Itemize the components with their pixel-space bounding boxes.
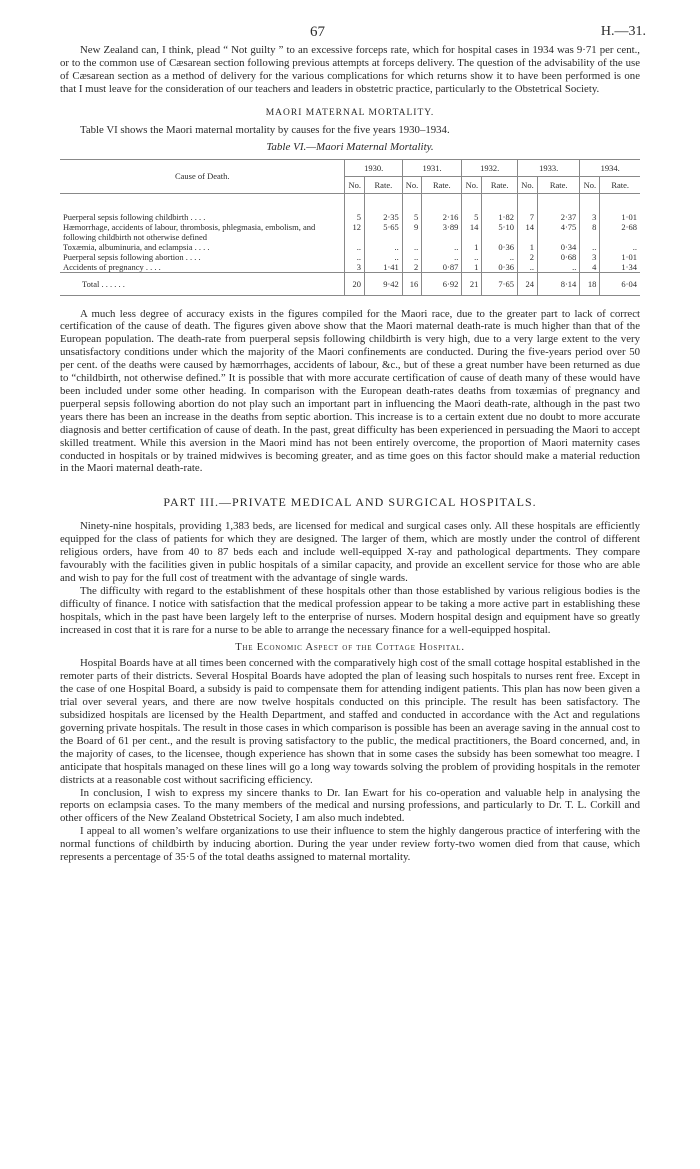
count-cell: 2 (402, 262, 421, 273)
rate-cell: 5·10 (482, 222, 518, 242)
count-cell: .. (580, 242, 600, 252)
finance-paragraph: The difficulty with regard to the establishment of these hospitals other than those established by various religious bodies is the difficulty of finance. I notice with satisfaction that the medical profession appear to be taking a more active part in establishing these hospitals, which in the past have been largely left to the enterprise of nurses. Modern hospital design and equipment have so greatly increased in cost that it is rare for a nurse to be able to arrange the necessary finance for a well-equipped hospital. (60, 584, 640, 636)
rate-cell: .. (364, 242, 402, 252)
total-row (60, 272, 640, 295)
table-row (60, 193, 640, 222)
count-cell: .. (345, 252, 364, 262)
count-cell: 5 (345, 193, 364, 222)
count-cell: 12 (345, 222, 364, 242)
document-reference: H.—31. (600, 24, 646, 39)
document-page (60, 0, 646, 864)
total-count-cell: 16 (402, 272, 421, 295)
count-cell: 3 (580, 193, 600, 222)
maori-mortality-table (60, 159, 640, 296)
cottage-hospital-subheading: The Economic Aspect of the Cottage Hospital. (235, 642, 465, 654)
year-header: 1933. (517, 159, 579, 176)
total-rate-cell: 8·14 (538, 272, 580, 295)
total-count-cell: 18 (580, 272, 600, 295)
rate-cell: .. (482, 252, 518, 262)
count-cell: 4 (580, 262, 600, 273)
cause-column-header: Cause of Death. (60, 159, 345, 193)
count-cell: 14 (462, 222, 482, 242)
maori-table-intro: Table VI shows the Maori maternal mortality by causes for the five years 1930–1934. (80, 123, 450, 136)
rate-cell: 0·36 (482, 242, 518, 252)
year-header: 1934. (580, 159, 640, 176)
count-cell: 2 (517, 252, 537, 262)
rate-cell: 0·34 (538, 242, 580, 252)
cause-cell: Accidents of pregnancy . . . . (63, 261, 161, 272)
table-row (60, 222, 640, 242)
maori-discussion-paragraph: A much less degree of accuracy exists in the figures compiled for the Maori race, due to the greater part to lack of correct certification of the cause of death. The figures given above show that the Maori maternal death-rate is much higher than that of the European population. The death-rate from puerperal sepsis following childbirth is very high, due to a very large extent to the very unsatisfactory conditions under which the majority of the Maori confinements are conducted. During the five-years period over 50 per cent. of the deaths were caused by hæmorrhages, accidents of labour, &c., but of these a great number have been returned as due to “childbirth, not otherwise defined.” It is possible that with more accurate certification of cause of death many of these would have been included under some other heading. In comparison with the European death-rates deaths from toxæmias of pregnancy and puerperal sepsis following abortion do not play such an important part in influencing the Maori death-rate, although in the past two years there has been an increase in the deaths from septic abortion. This increase is to a certain extent due no doubt to more accurate diagnosis and better certification of cause of death. In the past, great difficulty has been experienced in persuading the Maori to accept skilled treatment. While this aversion in the Maori mind has not been entirely overcome, the proportion of Maori maternity cases conducted in hospitals or by trained midwives is becoming greater, and as time goes on this factor should make a material reduction in the Maori maternal death-rate. (60, 307, 640, 475)
count-cell: 1 (462, 242, 482, 252)
table-row (60, 242, 640, 252)
rate-cell: 2·35 (364, 193, 402, 222)
total-rate-cell: 7·65 (482, 272, 518, 295)
rate-subheader: Rate. (364, 176, 402, 193)
rate-cell: 1·41 (364, 262, 402, 273)
appeal-paragraph: I appeal to all women’s welfare organizations to use their influence to stem the highly dangerous practice of interfering with the normal functions of childbirth by inducing abortion. During the year under review forty-two women died from that cause, which represents a percentage of 35·5 of the total deaths assigned to maternal mortality. (60, 825, 640, 864)
rate-cell: 1·34 (600, 262, 640, 273)
no-subheader: No. (580, 176, 600, 193)
count-cell: 3 (580, 252, 600, 262)
year-header: 1931. (402, 159, 462, 176)
cause-cell: Puerperal sepsis following abortion . . . . (63, 251, 201, 262)
page-number: 67 (310, 24, 325, 40)
rate-subheader: Rate. (538, 176, 580, 193)
count-cell: .. (402, 252, 421, 262)
no-subheader: No. (345, 176, 364, 193)
rate-cell: .. (422, 242, 462, 252)
rate-cell: 1·01 (600, 252, 640, 262)
rate-cell: 2·37 (538, 193, 580, 222)
count-cell: 1 (517, 242, 537, 252)
count-cell: 5 (462, 193, 482, 222)
total-count-cell: 21 (462, 272, 482, 295)
rate-cell: .. (364, 252, 402, 262)
year-header: 1930. (345, 159, 402, 176)
cottage-hospital-paragraph: Hospital Boards have at all times been concerned with the comparatively high cost of the small cottage hospital established in the remoter parts of their districts. Several Hospital Boards have adopted the plan of leasing such hospitals to nurses rent free. Except in the case of one Hospital Board, a subsidy is paid to compensate them for attending indigent patients. This plan has now been given a trial over several years, and there are now twelve hospitals conducted on this principle. The result has been satisfactory. The subsidized hospitals are licensed by the Health Department, and staffed and conducted in accordance with the Act and regulations governing private hospitals. The result in those cases in which comparison is possible has been an average saving in the annual cost to the Board of 61 per cent., and the result is proving satisfactory to the public, the medical practitioners, the Board concerned, and, in the majority of cases, to the licensee, though experience has shown that in some cases the subsidy has been somewhat too meagre. I anticipate that hospitals managed on these lines will go a long way towards solving the problem of providing hospitals in the remoter districts at a reasonable cost without sacrificing efficiency. (60, 657, 640, 786)
rate-cell: 5·65 (364, 222, 402, 242)
count-cell: .. (517, 262, 537, 273)
intro-paragraph: New Zealand can, I think, plead “ Not guilty ” to an excessive forceps rate, which for hospital cases in 1934 was 9·71 per cent., or to the common use of Cæsarean section following previous attempts at forceps delivery. The question of the advisability of the use of Cæsarean section as a method of delivery for the various complications for which returns show it to have been performed is one that I must leave for the consideration of our teachers and leaders in obstetric practice, particularly to the Obstetrical Society. (60, 44, 640, 95)
rate-cell: 2·68 (600, 222, 640, 242)
rate-cell: 3·89 (422, 222, 462, 242)
count-cell: 7 (517, 193, 537, 222)
table-row (60, 252, 640, 262)
total-rate-cell: 6·92 (422, 272, 462, 295)
count-cell: 5 (402, 193, 421, 222)
count-cell: 3 (345, 262, 364, 273)
total-count-cell: 20 (345, 272, 364, 295)
rate-cell: 4·75 (538, 222, 580, 242)
no-subheader: No. (462, 176, 482, 193)
rate-cell: .. (538, 262, 580, 273)
rate-cell: 0·68 (538, 252, 580, 262)
rate-cell: 0·36 (482, 262, 518, 273)
count-cell: .. (462, 252, 482, 262)
total-rate-cell: 6·04 (600, 272, 640, 295)
rate-cell: .. (600, 242, 640, 252)
no-subheader: No. (517, 176, 537, 193)
cause-cell: Puerperal sepsis following childbirth . . . . (63, 211, 206, 222)
private-hospitals-paragraph: Ninety-nine hospitals, providing 1,383 beds, are licensed for medical and surgical cases only. All these hospitals are efficiently equipped for the class of patients for which they are designed. The larger of them, which are mostly under the control of different religious orders, have from 40 to 87 beds each and include well-equipped X-ray and pathological departments. They compare favourably with the facilities given in public hospitals of a similar capacity, and provide an excellent service for those who are able and wish to pay for the full cost of treatment with the advantage of single wards. (60, 520, 640, 584)
rate-cell: 2·16 (422, 193, 462, 222)
total-rate-cell: 9·42 (364, 272, 402, 295)
no-subheader: No. (402, 176, 421, 193)
total-label: Total . . . . . . (60, 272, 345, 295)
cause-cell: Toxæmia, albuminuria, and eclampsia . . . . (63, 241, 210, 252)
conclusion-paragraph: In conclusion, I wish to express my sincere thanks to Dr. Ian Ewart for his co-operation and valuable help in analysing the reports on eclampsia cases. To the many members of the medical and nursing professions, and particularly to Dr. T. L. Corkill and other officers of the New Zealand Obstetrical Society, I am also much indebted. (60, 786, 640, 825)
maori-section-heading: MAORI MATERNAL MORTALITY. (265, 107, 435, 118)
table-row (60, 262, 640, 273)
part-three-heading: PART III.—PRIVATE MEDICAL AND SURGICAL HOSPITALS. (163, 495, 537, 510)
count-cell: 8 (580, 222, 600, 242)
rate-subheader: Rate. (482, 176, 518, 193)
cause-cell: Hæmorrhage, accidents of labour, thrombosis, phlegmasia, embolism, and following childbirth not otherwise defined (63, 221, 316, 242)
count-cell: 9 (402, 222, 421, 242)
rate-subheader: Rate. (600, 176, 640, 193)
rate-cell: 1·01 (600, 193, 640, 222)
page-header (60, 0, 646, 44)
count-cell: .. (345, 242, 364, 252)
total-count-cell: 24 (517, 272, 537, 295)
count-cell: .. (402, 242, 421, 252)
year-header: 1932. (462, 159, 518, 176)
rate-cell: .. (422, 252, 462, 262)
count-cell: 14 (517, 222, 537, 242)
count-cell: 1 (462, 262, 482, 273)
rate-subheader: Rate. (422, 176, 462, 193)
rate-cell: 1·82 (482, 193, 518, 222)
rate-cell: 0·87 (422, 262, 462, 273)
table-caption: Table VI.—Maori Maternal Mortality. (266, 140, 434, 153)
